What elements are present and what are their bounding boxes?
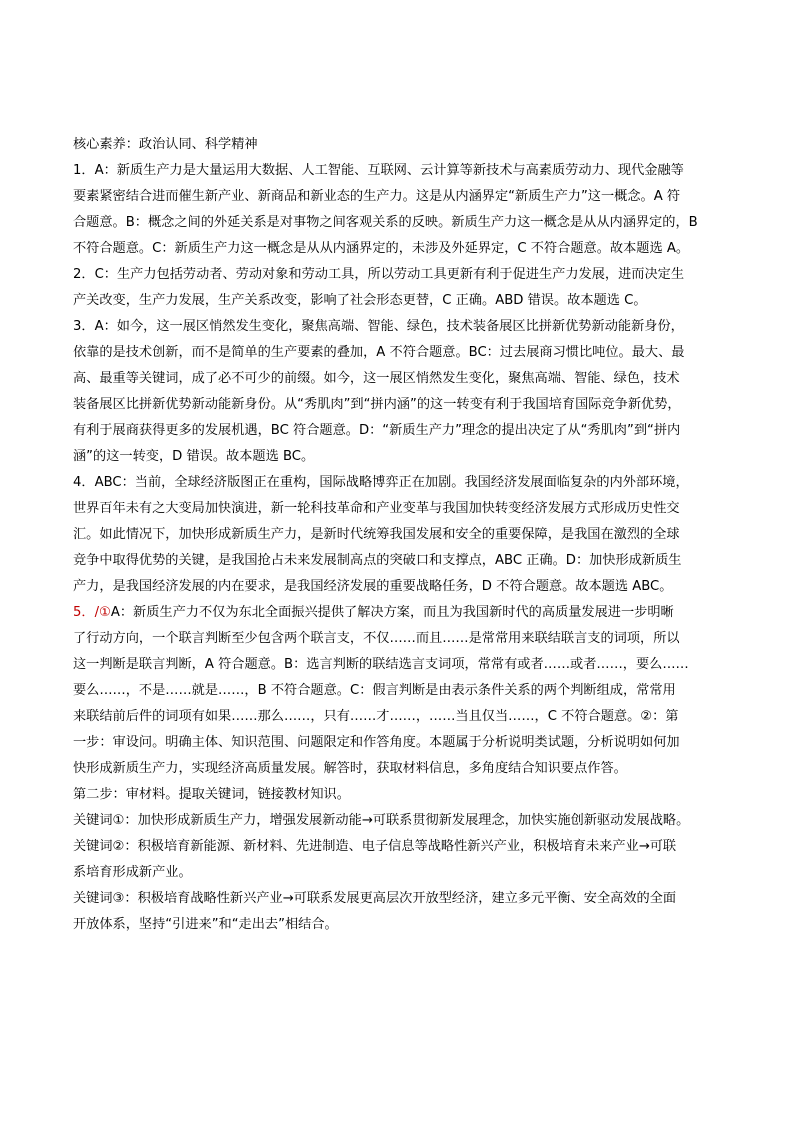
q4-line-1: 4．ABC：当前，全球经济版图正在重构，国际战略博弈正在加剧。我国经济发展面临复杂的内外部环境， — [73, 475, 689, 490]
q5-line-2: 了行动方向，一个联言判断至少包含两个联言支，不仅……而且……是常常用来联结联言支的词项，所以 — [73, 631, 680, 646]
core-literacy-heading: 核心素养：政治认同、科学精神 — [73, 137, 258, 152]
q2-line-2: 产关改变，生产力发展，生产关系改变，影响了社会形态更替，C 正确。ABD 错误。故本题选 C。 — [73, 293, 647, 308]
q1-line-3: 合题意。B：概念之间的外延关系是对事物之间客观关系的反映。新质生产力这一概念是从从内涵界定的，B — [73, 215, 698, 230]
q4-line-2: 世界百年未有之大变局加快演进，新一轮科技革命和产业变革与我国加快转变经济发展方式形成历史性交 — [73, 501, 680, 516]
keyword-2-line-1: 关键词②：积极培育新能源、新材料、先进制造、电子信息等战略性新兴产业，积极培育未来产业→可联 — [73, 839, 677, 854]
q5-line-3: 这一判断是联言判断，A 符合题意。B：选言判断的联结选言支词项，常常有或者……或者……，要么…… — [73, 657, 689, 672]
step2-line: 第二步：审材料。提取关键词，链接教材知识。 — [73, 787, 350, 802]
q5-first-text: A：新质生产力不仅为东北全面振兴提供了解决方案，而且为我国新时代的高质量发展进一步明晰 — [110, 605, 674, 620]
keyword-1-line: 关键词①：加快形成新质生产力，增强发展新动能→可联系贯彻新发展理念，加快实施创新驱动发展战略。 — [73, 813, 690, 828]
q4-line-5: 产力，是我国经济发展的内在要求，是我国经济发展的重要战略任务，D 不符合题意。故本题选 ABC。 — [73, 579, 673, 594]
q4-line-3: 汇。如此情况下，加快形成新质生产力，是新时代统筹我国发展和安全的重要保障，是我国在激烈的全球 — [73, 527, 680, 542]
q1-line-1: 1．A：新质生产力是大量运用大数据、人工智能、互联网、云计算等新技术与高素质劳动力、现代金融等 — [73, 163, 684, 178]
q4-line-4: 竞争中取得优势的关键，是我国抢占未来发展制高点的突破口和支撑点，ABC 正确。D：加快形成新质生 — [73, 553, 682, 568]
q3-line-2: 依靠的是技术创新，而不是简单的生产要素的叠加，A 不符合题意。BC：过去展商习惯比吨位。最大、最 — [73, 345, 685, 360]
q5-line-4: 要么……，不是……就是……，B 不符合题意。C：假言判断是由表示条件关系的两个判断组成，常常用 — [73, 683, 676, 698]
q3-line-1: 3．A：如今，这一展区悄然发生变化，聚焦高端、智能、绿色，技术装备展区比拼新优势新动能新身份， — [73, 319, 684, 334]
q3-line-3: 高、最重等关键词，成了必不可少的前缀。如今，这一展区悄然发生变化，聚焦高端、智能、绿色，技术 — [73, 371, 680, 386]
q1-line-2: 要素紧密结合进而催生新产业、新商品和新业态的生产力。这是从内涵界定“新质生产力”这一概念。A 符 — [73, 189, 681, 204]
q5-line-6: 一步：审设问。明确主体、知识范围、问题限定和作答角度。本题属于分析说明类试题，分析说明如何加 — [73, 735, 680, 750]
q3-line-4: 装备展区比拼新优势新动能新身份。从“秀肌肉”到“拼内涵”的这一转变有利于我国培育国际竞争新优势， — [73, 397, 681, 412]
q1-line-4: 不符合题意。C：新质生产力这一概念是从从内涵界定的，未涉及外延界定，C 不符合题意。故本题选 A。 — [73, 241, 690, 256]
q5-line-5: 来联结前后件的词项有如果……那么……，只有……才……，……当且仅当……，C 不符合题意。②：第 — [73, 709, 679, 724]
keyword-2-line-2: 系培育形成新产业。 — [73, 865, 192, 880]
q5-line-7: 快形成新质生产力，实现经济高质量发展。解答时，获取材料信息，多角度结合知识要点作答。 — [73, 761, 627, 776]
q2-line-1: 2．C：生产力包括劳动者、劳动对象和劳动工具，所以劳动工具更新有利于促进生产力发展，进而决定生 — [73, 267, 685, 282]
keyword-3-line-2: 开放体系，坚持“引进来”和“走出去”相结合。 — [73, 917, 338, 932]
q5-mark: 5．/① — [73, 605, 111, 620]
keyword-3-line-1: 关键词③：积极培育战略性新兴产业→可联系发展更高层次开放型经济，建立多元平衡、安全高效的全面 — [73, 891, 677, 906]
q3-line-6: 涵”的这一转变，D 错误。故本题选 BC。 — [73, 449, 315, 464]
q3-line-5: 有利于展商获得更多的发展机遇，BC 符合题意。D：“新质生产力”理念的提出决定了从“秀肌肉”到“拼内 — [73, 423, 681, 438]
q5-line-1 — [73, 604, 674, 622]
